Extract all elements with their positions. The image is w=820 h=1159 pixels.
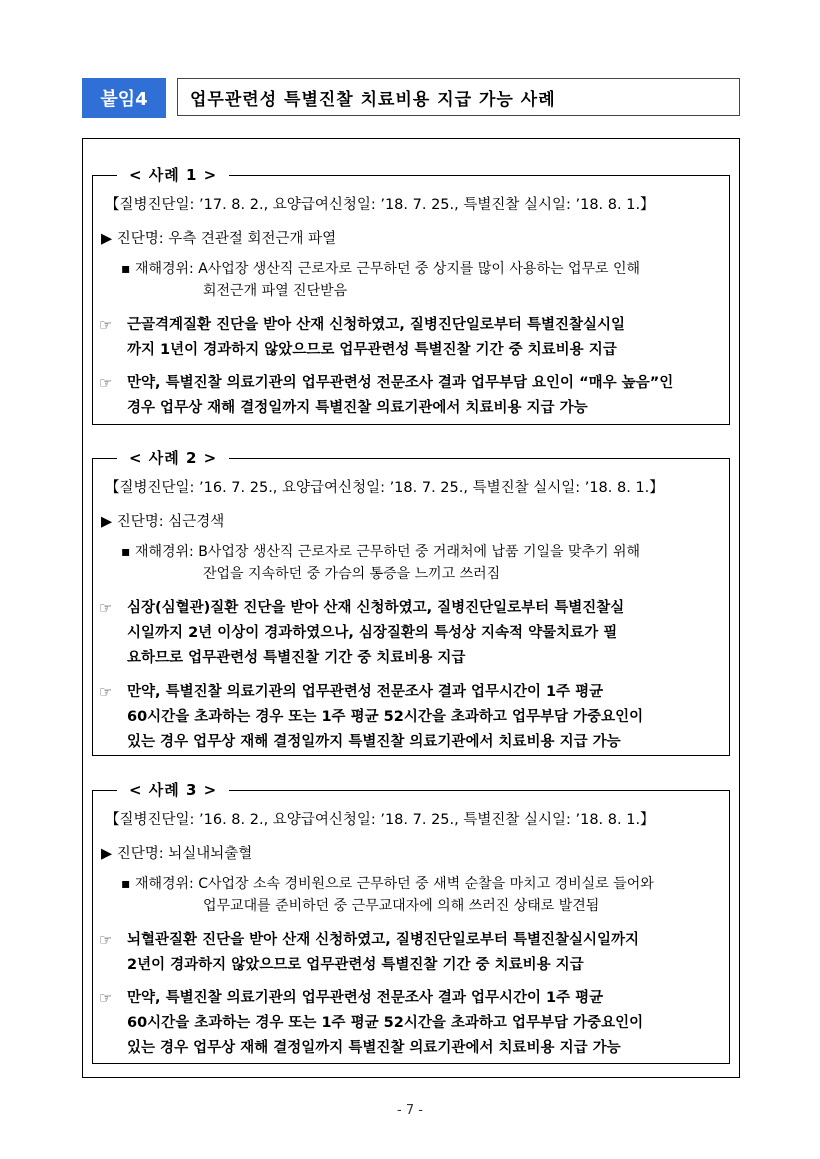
pointing-hand-icon: ☞ bbox=[99, 931, 113, 949]
attachment-tag: 붙임4 bbox=[82, 78, 166, 118]
conclusion-line: 만약, 특별진찰 의료기관의 업무관련성 전문조사 결과 업무부담 요인이 “매우 높음”인 bbox=[127, 375, 674, 391]
case-label: < 사례 2 > bbox=[117, 447, 229, 469]
pointing-hand-icon: ☞ bbox=[99, 989, 113, 1007]
diagnosis: ▶ 진단명: 심근경색 bbox=[101, 514, 225, 530]
diagnosis: ▶ 진단명: 우측 견관절 회전근개 파열 bbox=[101, 231, 337, 247]
incident-detail: ▪ 재해경위: A사업장 생산직 근로자로 근무하던 중 상지를 많이 사용하는 업무로 인해 bbox=[121, 261, 641, 277]
conclusion-line: 시일까지 2년 이상이 경과하였으나, 심장질환의 특성상 지속적 약물치료가 필 bbox=[127, 625, 618, 641]
conclusion-line: 60시간을 초과하는 경우 또는 1주 평균 52시간을 초과하고 업무부담 가중요인이 bbox=[127, 1015, 644, 1031]
incident-detail: ▪ 재해경위: B사업장 생산직 근로자로 근무하던 중 거래처에 납품 기일을 맞추기 위해 bbox=[121, 544, 641, 560]
conclusion-line: 만약, 특별진찰 의료기관의 업무관련성 전문조사 결과 업무시간이 1주 평균 bbox=[127, 990, 604, 1006]
case-dates: 【질병진단일: ’17. 8. 2., 요양급여신청일: ’18. 7. 25., 특별진찰 실시일: ’18. 8. 1.】 bbox=[105, 197, 655, 213]
pointing-hand-icon: ☞ bbox=[99, 683, 113, 701]
case-2-box bbox=[92, 449, 730, 756]
conclusion-line: 경우 업무상 재해 결정일까지 특별진찰 의료기관에서 치료비용 지급 가능 bbox=[127, 400, 588, 416]
case-dates: 【질병진단일: ’16. 7. 25., 요양급여신청일: ’18. 7. 25., 특별진찰 실시일: ’18. 8. 1.】 bbox=[105, 480, 664, 496]
pointing-hand-icon: ☞ bbox=[99, 599, 113, 617]
conclusion-line: 있는 경우 업무상 재해 결정일까지 특별진찰 의료기관에서 치료비용 지급 가능 bbox=[127, 1040, 621, 1056]
conclusion-line: 2년이 경과하지 않았으므로 업무관련성 특별진찰 기간 중 치료비용 지급 bbox=[127, 957, 584, 973]
document-header bbox=[82, 78, 740, 118]
incident-detail-cont: 업무교대를 준비하던 중 근무교대자에 의해 쓰러진 상태로 발견됨 bbox=[203, 898, 600, 914]
document-title: 업무관련성 특별진찰 치료비용 지급 가능 사례 bbox=[177, 78, 740, 116]
conclusion-line: 60시간을 초과하는 경우 또는 1주 평균 52시간을 초과하고 업무부담 가중요인이 bbox=[127, 709, 644, 725]
conclusion-line: 근골격계질환 진단을 받아 산재 신청하였고, 질병진단일로부터 특별진찰실시일 bbox=[127, 317, 626, 333]
conclusion-line: 심장(심혈관)질환 진단을 받아 산재 신청하였고, 질병진단일로부터 특별진찰실 bbox=[127, 600, 625, 616]
pointing-hand-icon: ☞ bbox=[99, 316, 113, 334]
conclusion-line: 까지 1년이 경과하지 않았으므로 업무관련성 특별진찰 기간 중 치료비용 지급 bbox=[127, 342, 617, 358]
case-3-box bbox=[92, 781, 730, 1064]
incident-detail-cont: 잔업을 지속하던 중 가슴의 통증을 느끼고 쓰러짐 bbox=[203, 566, 501, 582]
conclusion-line: 요하므로 업무관련성 특별진찰 기간 중 치료비용 지급 bbox=[127, 650, 466, 666]
page-number: - 7 - bbox=[397, 1103, 423, 1118]
conclusion-line: 뇌혈관질환 진단을 받아 산재 신청하였고, 질병진단일로부터 특별진찰실시일까지 bbox=[127, 932, 640, 948]
pointing-hand-icon: ☞ bbox=[99, 374, 113, 392]
incident-detail: ▪ 재해경위: C사업장 소속 경비원으로 근무하던 중 새벽 순찰을 마치고 경비실로 들어와 bbox=[121, 876, 654, 892]
case-label: < 사례 1 > bbox=[117, 164, 229, 186]
case-1-box bbox=[92, 166, 730, 425]
conclusion-line: 만약, 특별진찰 의료기관의 업무관련성 전문조사 결과 업무시간이 1주 평균 bbox=[127, 684, 604, 700]
case-label: < 사례 3 > bbox=[117, 779, 229, 801]
diagnosis: ▶ 진단명: 뇌실내뇌출혈 bbox=[101, 846, 253, 862]
incident-detail-cont: 회전근개 파열 진단받음 bbox=[203, 283, 348, 299]
conclusion-line: 있는 경우 업무상 재해 결정일까지 특별진찰 의료기관에서 치료비용 지급 가능 bbox=[127, 734, 621, 750]
case-dates: 【질병진단일: ’16. 8. 2., 요양급여신청일: ’18. 7. 25., 특별진찰 실시일: ’18. 8. 1.】 bbox=[105, 812, 655, 828]
